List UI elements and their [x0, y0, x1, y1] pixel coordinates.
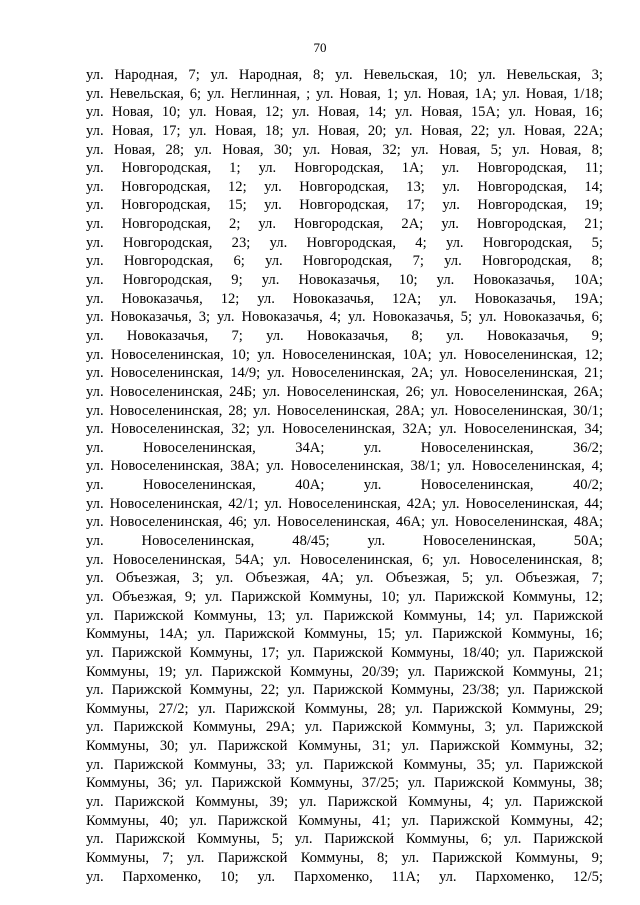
text-line: Коммуны, 7; ул. Парижской Коммуны, 8; ул. Парижской Коммуны, 9; — [86, 849, 603, 866]
text-line: ул. Новгородская, 23; ул. Новгородская, 4; ул. Новгородская, 5; — [86, 234, 603, 251]
text-line: ул. Парижской Коммуны, 33; ул. Парижской Коммуны, 35; ул. Парижской — [86, 756, 603, 773]
text-line: Коммуны, 40; ул. Парижской Коммуны, 41; ул. Парижской Коммуны, 42; — [86, 812, 603, 829]
text-line: ул. Новоселенинская, 42/1; ул. Новоселенинская, 42А; ул. Новоселенинская, 44; — [86, 495, 603, 512]
text-line: ул. Новоказачья, 7; ул. Новоказачья, 8; ул. Новоказачья, 9; — [86, 327, 603, 344]
text-line: ул. Парижской Коммуны, 13; ул. Парижской Коммуны, 14; ул. Парижской — [86, 607, 603, 624]
text-line: ул. Парижской Коммуны, 22; ул. Парижской Коммуны, 23/38; ул. Парижской — [86, 682, 603, 699]
text-line: ул. Новоселенинская, 38А; ул. Новоселенинская, 38/1; ул. Новоселенинская, 4; — [86, 458, 603, 475]
page-number: 70 — [313, 40, 327, 55]
text-line: ул. Объезжая, 3; ул. Объезжая, 4А; ул. Объезжая, 5; ул. Объезжая, 7; — [86, 570, 603, 587]
text-line: ул. Новгородская, 2; ул. Новгородская, 2А; ул. Новгородская, 21; — [86, 216, 603, 233]
text-line: ул. Новая, 28; ул. Новая, 30; ул. Новая, 32; ул. Новая, 5; ул. Новая, 8; — [86, 141, 603, 158]
text-line: ул. Новоселенинская, 14/9; ул. Новоселенинская, 2А; ул. Новоселенинская, 21; — [86, 365, 603, 382]
text-line: ул. Объезжая, 9; ул. Парижской Коммуны, 10; ул. Парижской Коммуны, 12; — [86, 588, 603, 605]
text-line: Коммуны, 27/2; ул. Парижской Коммуны, 28; ул. Парижской Коммуны, 29; — [86, 700, 603, 717]
text-line: Коммуны, 30; ул. Парижской Коммуны, 31; ул. Парижской Коммуны, 32; — [86, 738, 603, 755]
text-line: ул. Новоселенинская, 48/45; ул. Новоселенинская, 50А; — [86, 533, 603, 550]
address-list-text — [86, 66, 603, 886]
text-line: ул. Новгородская, 1; ул. Новгородская, 1А; ул. Новгородская, 11; — [86, 160, 603, 177]
text-line: ул. Парижской Коммуны, 39; ул. Парижской Коммуны, 4; ул. Парижской — [86, 793, 603, 810]
text-line: ул. Новоселенинская, 40А; ул. Новоселенинская, 40/2; — [86, 477, 603, 494]
text-line: ул. Народная, 7; ул. Народная, 8; ул. Невельская, 10; ул. Невельская, 3; — [86, 67, 603, 83]
text-line: ул. Новоселенинская, 46; ул. Новоселенинская, 46А; ул. Новоселенинская, 48А; — [86, 514, 603, 531]
text-line: ул. Новая, 17; ул. Новая, 18; ул. Новая, 20; ул. Новая, 22; ул. Новая, 22А; — [86, 122, 603, 139]
text-line: Коммуны, 14А; ул. Парижской Коммуны, 15; ул. Парижской Коммуны, 16; — [86, 626, 603, 643]
text-line: ул. Новгородская, 15; ул. Новгородская, 17; ул. Новгородская, 19; — [86, 197, 603, 214]
text-line: ул. Невельская, 6; ул. Неглинная, ; ул. Новая, 1; ул. Новая, 1А; ул. Новая, 1/18; — [86, 85, 603, 102]
text-line: ул. Новая, 10; ул. Новая, 12; ул. Новая, 14; ул. Новая, 15А; ул. Новая, 16; — [86, 104, 603, 121]
text-line: ул. Новоселенинская, 34А; ул. Новоселенинская, 36/2; — [86, 439, 603, 456]
text-line: ул. Парижской Коммуны, 5; ул. Парижской Коммуны, 6; ул. Парижской — [86, 831, 603, 848]
text-line: Коммуны, 19; ул. Парижской Коммуны, 20/39; ул. Парижской Коммуны, 21; — [86, 663, 603, 680]
text-line: ул. Новоселенинская, 54А; ул. Новоселенинская, 6; ул. Новоселенинская, 8; — [86, 551, 603, 568]
text-line: ул. Пархоменко, 10; ул. Пархоменко, 11А; ул. Пархоменко, 12/5; — [86, 868, 603, 885]
text-line: Коммуны, 36; ул. Парижской Коммуны, 37/25; ул. Парижской Коммуны, 38; — [86, 775, 603, 792]
text-line: ул. Новгородская, 12; ул. Новгородская, 13; ул. Новгородская, 14; — [86, 178, 603, 195]
text-line: ул. Новоказачья, 12; ул. Новоказачья, 12А; ул. Новоказачья, 19А; — [86, 290, 603, 307]
text-line: ул. Новгородская, 9; ул. Новоказачья, 10; ул. Новоказачья, 10А; — [86, 272, 603, 289]
text-line: ул. Новоселенинская, 24Б; ул. Новоселенинская, 26; ул. Новоселенинская, 26А; — [86, 383, 603, 400]
text-line: ул. Новоказачья, 3; ул. Новоказачья, 4; ул. Новоказачья, 5; ул. Новоказачья, 6; — [86, 309, 603, 326]
text-line: ул. Новоселенинская, 10; ул. Новоселенинская, 10А; ул. Новоселенинская, 12; — [86, 346, 603, 363]
text-line: ул. Новоселенинская, 32; ул. Новоселенинская, 32А; ул. Новоселенинская, 34; — [86, 421, 603, 438]
text-line: ул. Новоселенинская, 28; ул. Новоселенинская, 28А; ул. Новоселенинская, 30/1; — [86, 402, 603, 419]
text-line: ул. Парижской Коммуны, 29А; ул. Парижской Коммуны, 3; ул. Парижской — [86, 719, 603, 736]
text-line: ул. Парижской Коммуны, 17; ул. Парижской Коммуны, 18/40; ул. Парижской — [86, 644, 603, 661]
text-line: ул. Новгородская, 6; ул. Новгородская, 7; ул. Новгородская, 8; — [86, 253, 603, 270]
